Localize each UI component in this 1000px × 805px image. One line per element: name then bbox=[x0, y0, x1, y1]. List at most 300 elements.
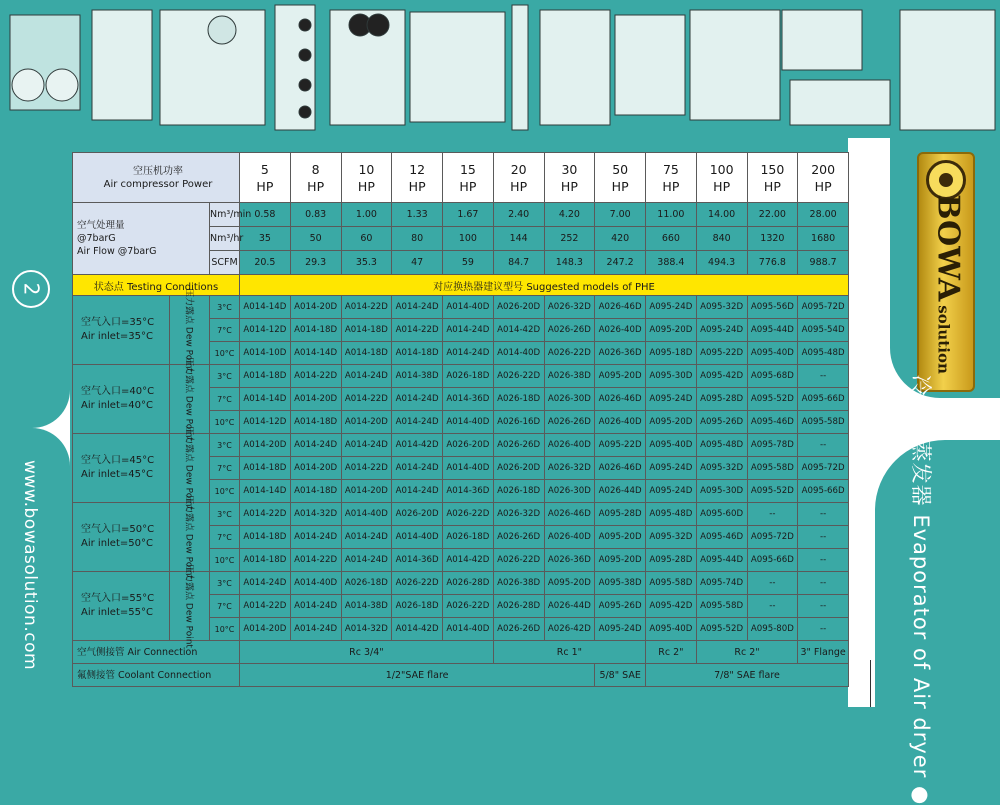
hp-unit: HP bbox=[713, 178, 731, 194]
phe-model-cell: A095-72D bbox=[798, 457, 849, 480]
phe-model-cell: A095-80D bbox=[747, 618, 798, 641]
phe-model-cell: A095-40D bbox=[646, 618, 697, 641]
phe-model-cell: A014-20D bbox=[240, 618, 291, 641]
airflow-value: 420 bbox=[595, 227, 646, 251]
power-header bbox=[73, 153, 240, 203]
coolant-connection-value: 1/2"SAE flare bbox=[240, 664, 595, 687]
phe-model-cell: A014-40D bbox=[443, 618, 494, 641]
phe-model-cell: A026-44D bbox=[544, 595, 595, 618]
phe-model-cell: A014-24D bbox=[392, 480, 443, 503]
divider-line bbox=[870, 660, 871, 707]
phe-model-cell: A014-40D bbox=[341, 503, 392, 526]
phe-model-cell: A095-54D bbox=[798, 319, 849, 342]
phe-model-cell: A026-46D bbox=[595, 388, 646, 411]
phe-model-cell: A095-28D bbox=[646, 549, 697, 572]
air-connection-value: Rc 1" bbox=[493, 641, 645, 664]
dew-point-value: 3°C bbox=[210, 434, 240, 457]
phe-model-cell: -- bbox=[798, 503, 849, 526]
website-url[interactable]: www.bowasolution.com bbox=[20, 459, 40, 671]
suggested-models-header: 对应换热器建议型号 Suggested models of PHE bbox=[240, 275, 849, 296]
logo-sub-text: solution bbox=[934, 305, 953, 374]
phe-model-cell: A014-22D bbox=[240, 595, 291, 618]
airflow-value: 0.83 bbox=[290, 203, 341, 227]
phe-model-cell: A026-18D bbox=[341, 572, 392, 595]
phe-model-cell: A095-48D bbox=[646, 503, 697, 526]
phe-model-cell: A026-44D bbox=[595, 480, 646, 503]
phe-model-cell: A095-20D bbox=[544, 572, 595, 595]
phe-model-cell: A014-20D bbox=[341, 480, 392, 503]
phe-model-cell: A095-24D bbox=[696, 319, 747, 342]
phe-model-cell: A014-40D bbox=[290, 572, 341, 595]
phe-model-cell: -- bbox=[747, 572, 798, 595]
phe-model-cell: A095-24D bbox=[646, 480, 697, 503]
air-inlet-cn: 空气入口=40°C bbox=[81, 386, 155, 397]
table-row bbox=[73, 664, 849, 687]
phe-model-cell: A026-32D bbox=[544, 457, 595, 480]
hp-header-cell bbox=[747, 153, 798, 203]
phe-model-cell: A014-20D bbox=[290, 388, 341, 411]
phe-model-cell: A026-28D bbox=[443, 572, 494, 595]
phe-model-cell: A026-20D bbox=[493, 296, 544, 319]
air-connection-value: Rc 2" bbox=[696, 641, 798, 664]
dew-point-label bbox=[170, 288, 210, 372]
phe-model-cell: A026-30D bbox=[544, 480, 595, 503]
phe-model-cell: A095-32D bbox=[646, 526, 697, 549]
airflow-value: 80 bbox=[392, 227, 443, 251]
phe-model-cell: A026-20D bbox=[493, 457, 544, 480]
right-teal-panel-bottom bbox=[875, 440, 1000, 707]
phe-model-cell: A095-52D bbox=[747, 480, 798, 503]
dew-point-value: 3°C bbox=[210, 572, 240, 595]
hp-value: 200 bbox=[811, 161, 836, 177]
phe-model-cell: A095-78D bbox=[747, 434, 798, 457]
phe-model-cell: A095-52D bbox=[747, 388, 798, 411]
phe-model-cell: A026-16D bbox=[493, 411, 544, 434]
phe-model-cell: A014-14D bbox=[290, 342, 341, 365]
phe-model-cell: -- bbox=[747, 595, 798, 618]
phe-model-cell: A014-22D bbox=[392, 319, 443, 342]
table-row bbox=[73, 153, 849, 203]
phe-model-cell: A014-18D bbox=[290, 411, 341, 434]
phe-model-cell: A095-42D bbox=[646, 595, 697, 618]
airflow-value: 59 bbox=[443, 251, 494, 275]
phe-model-cell: A026-22D bbox=[544, 342, 595, 365]
dew-point-text: 压力露点 Dew Point bbox=[183, 495, 193, 579]
phe-model-cell: A095-24D bbox=[595, 618, 646, 641]
phe-model-cell: -- bbox=[747, 503, 798, 526]
phe-model-cell: A026-40D bbox=[544, 526, 595, 549]
air-inlet-en: Air inlet=50°C bbox=[81, 538, 153, 549]
phe-model-cell: A014-12D bbox=[240, 319, 291, 342]
phe-selection-table-wrap bbox=[72, 152, 848, 687]
airflow-value: 1.33 bbox=[392, 203, 443, 227]
airflow-label-line: @7barG bbox=[77, 233, 116, 244]
dew-point-label bbox=[170, 426, 210, 510]
phe-model-cell: A026-18D bbox=[493, 480, 544, 503]
phe-model-cell: A014-18D bbox=[392, 342, 443, 365]
air-inlet-cn: 空气入口=55°C bbox=[81, 593, 155, 604]
logo-main-text: BOWA bbox=[930, 194, 966, 302]
phe-model-cell: A026-46D bbox=[544, 503, 595, 526]
phe-model-cell: A095-22D bbox=[696, 342, 747, 365]
phe-model-cell: A014-24D bbox=[240, 572, 291, 595]
dew-point-text: 压力露点 Dew Point bbox=[183, 426, 193, 510]
phe-model-cell: -- bbox=[798, 365, 849, 388]
hp-unit: HP bbox=[459, 178, 477, 194]
hp-value: 5 bbox=[260, 161, 269, 177]
hp-value: 50 bbox=[612, 161, 629, 177]
phe-model-cell: A026-42D bbox=[544, 618, 595, 641]
phe-model-cell: A095-42D bbox=[696, 365, 747, 388]
dew-point-label bbox=[170, 357, 210, 441]
phe-model-cell: A014-20D bbox=[290, 457, 341, 480]
hp-value: 20 bbox=[510, 161, 527, 177]
phe-model-cell: A026-22D bbox=[443, 595, 494, 618]
power-label-cn: 空压机功率 bbox=[133, 165, 183, 177]
phe-model-cell: A014-24D bbox=[290, 595, 341, 618]
phe-model-cell: A014-18D bbox=[240, 457, 291, 480]
phe-model-cell: A014-32D bbox=[341, 618, 392, 641]
phe-model-cell: A014-12D bbox=[240, 411, 291, 434]
phe-model-cell: A014-36D bbox=[443, 480, 494, 503]
air-connection-value: 3" Flange bbox=[798, 641, 849, 664]
phe-model-cell: A014-18D bbox=[341, 342, 392, 365]
phe-model-cell: A014-24D bbox=[290, 434, 341, 457]
phe-model-cell: A026-22D bbox=[443, 503, 494, 526]
phe-model-cell: A014-14D bbox=[240, 296, 291, 319]
phe-model-cell: A014-20D bbox=[240, 434, 291, 457]
table-row bbox=[73, 365, 849, 388]
hp-unit: HP bbox=[307, 178, 325, 194]
hp-header-cell bbox=[493, 153, 544, 203]
phe-model-cell: A026-26D bbox=[493, 434, 544, 457]
airflow-value: 1680 bbox=[798, 227, 849, 251]
airflow-value: 60 bbox=[341, 227, 392, 251]
airflow-value: 22.00 bbox=[747, 203, 798, 227]
phe-model-cell: A026-22D bbox=[493, 365, 544, 388]
phe-model-cell: A014-24D bbox=[443, 342, 494, 365]
hp-header-cell bbox=[595, 153, 646, 203]
table-row bbox=[73, 434, 849, 457]
phe-model-cell: A014-18D bbox=[240, 549, 291, 572]
air-inlet-cn: 空气入口=35°C bbox=[81, 317, 155, 328]
phe-model-cell: A095-56D bbox=[747, 296, 798, 319]
hp-header-cell bbox=[290, 153, 341, 203]
phe-model-cell: A014-38D bbox=[392, 365, 443, 388]
airflow-value: 14.00 bbox=[696, 203, 747, 227]
air-inlet-cn: 空气入口=50°C bbox=[81, 524, 155, 535]
airflow-label-line: Air Flow @7barG bbox=[77, 246, 157, 257]
air-connection-label: 空气侧接管 Air Connection bbox=[73, 641, 240, 664]
dew-point-text: 压力露点 Dew Point bbox=[183, 357, 193, 441]
hp-header-cell bbox=[240, 153, 291, 203]
phe-model-cell: A014-22D bbox=[341, 388, 392, 411]
phe-model-cell: A014-18D bbox=[240, 365, 291, 388]
airflow-value: 148.3 bbox=[544, 251, 595, 275]
phe-model-cell: A026-32D bbox=[493, 503, 544, 526]
phe-model-cell: A095-44D bbox=[747, 319, 798, 342]
phe-model-cell: A026-18D bbox=[392, 595, 443, 618]
phe-model-cell: A026-38D bbox=[493, 572, 544, 595]
top-illustration-strip bbox=[0, 0, 1000, 138]
table-row bbox=[73, 296, 849, 319]
phe-model-cell: A014-42D bbox=[392, 618, 443, 641]
hp-unit: HP bbox=[763, 178, 781, 194]
air-connection-value: Rc 2" bbox=[646, 641, 697, 664]
phe-model-cell: A095-48D bbox=[696, 434, 747, 457]
phe-model-cell: A014-42D bbox=[493, 319, 544, 342]
airflow-value: 1320 bbox=[747, 227, 798, 251]
air-inlet-en: Air inlet=45°C bbox=[81, 469, 153, 480]
airflow-value: 388.4 bbox=[646, 251, 697, 275]
phe-model-cell: A026-18D bbox=[443, 365, 494, 388]
phe-model-cell: A014-24D bbox=[341, 434, 392, 457]
hp-value: 15 bbox=[459, 161, 476, 177]
phe-model-cell: A014-14D bbox=[240, 388, 291, 411]
hp-value: 100 bbox=[709, 161, 734, 177]
air-inlet-en: Air inlet=40°C bbox=[81, 400, 153, 411]
hp-header-cell bbox=[544, 153, 595, 203]
phe-model-cell: A095-40D bbox=[646, 434, 697, 457]
phe-model-cell: A026-46D bbox=[595, 457, 646, 480]
airflow-value: 2.40 bbox=[493, 203, 544, 227]
airflow-value: 35 bbox=[240, 227, 291, 251]
phe-model-cell: A095-40D bbox=[747, 342, 798, 365]
phe-model-cell: A014-24D bbox=[392, 411, 443, 434]
phe-model-cell: A014-40D bbox=[443, 296, 494, 319]
air-inlet-en: Air inlet=55°C bbox=[81, 607, 153, 618]
airflow-value: 47 bbox=[392, 251, 443, 275]
hp-unit: HP bbox=[814, 178, 832, 194]
phe-model-cell: -- bbox=[798, 526, 849, 549]
hp-header-cell bbox=[646, 153, 697, 203]
hp-unit: HP bbox=[357, 178, 375, 194]
airflow-value: 11.00 bbox=[646, 203, 697, 227]
power-label-en: Air compressor Power bbox=[103, 178, 213, 190]
bowa-logo bbox=[917, 152, 975, 392]
phe-model-cell: A014-42D bbox=[392, 434, 443, 457]
air-inlet-en: Air inlet=35°C bbox=[81, 331, 153, 342]
dew-point-value: 7°C bbox=[210, 595, 240, 618]
dew-point-value: 10°C bbox=[210, 480, 240, 503]
phe-model-cell: A026-46D bbox=[595, 296, 646, 319]
phe-model-cell: A095-20D bbox=[595, 549, 646, 572]
phe-model-cell: A026-26D bbox=[544, 411, 595, 434]
coolant-connection-value: 5/8" SAE bbox=[595, 664, 646, 687]
hp-unit: HP bbox=[560, 178, 578, 194]
phe-model-cell: A026-32D bbox=[544, 296, 595, 319]
phe-model-cell: A026-18D bbox=[443, 526, 494, 549]
phe-model-cell: A014-24D bbox=[341, 526, 392, 549]
airflow-value: 988.7 bbox=[798, 251, 849, 275]
phe-model-cell: A095-26D bbox=[696, 411, 747, 434]
dew-point-label bbox=[170, 564, 210, 648]
phe-model-cell: A014-36D bbox=[443, 388, 494, 411]
phe-model-cell: A095-58D bbox=[798, 411, 849, 434]
air-inlet-condition bbox=[73, 572, 170, 641]
dew-point-value: 10°C bbox=[210, 342, 240, 365]
airflow-value: 144 bbox=[493, 227, 544, 251]
hp-value: 12 bbox=[409, 161, 426, 177]
phe-model-cell: -- bbox=[798, 434, 849, 457]
phe-model-cell: A014-14D bbox=[240, 480, 291, 503]
table-row bbox=[73, 503, 849, 526]
phe-model-cell: A014-24D bbox=[341, 365, 392, 388]
phe-model-cell: A026-28D bbox=[493, 595, 544, 618]
airflow-unit: SCFM bbox=[210, 251, 240, 275]
phe-model-cell: A095-58D bbox=[747, 457, 798, 480]
airflow-value: 776.8 bbox=[747, 251, 798, 275]
hp-unit: HP bbox=[256, 178, 274, 194]
dew-point-value: 3°C bbox=[210, 365, 240, 388]
hp-unit: HP bbox=[662, 178, 680, 194]
airflow-label-line: 空气处理量 bbox=[77, 220, 125, 231]
hp-unit: HP bbox=[611, 178, 629, 194]
phe-model-cell: A014-22D bbox=[290, 365, 341, 388]
dew-point-value: 10°C bbox=[210, 618, 240, 641]
phe-model-cell: A095-66D bbox=[798, 388, 849, 411]
phe-model-cell: A095-26D bbox=[595, 595, 646, 618]
dew-point-value: 7°C bbox=[210, 457, 240, 480]
hp-value: 75 bbox=[662, 161, 679, 177]
phe-model-cell: A095-20D bbox=[595, 365, 646, 388]
phe-model-cell: A095-20D bbox=[646, 319, 697, 342]
phe-model-cell: A095-66D bbox=[747, 549, 798, 572]
phe-model-cell: A026-20D bbox=[392, 503, 443, 526]
page-number-badge bbox=[12, 270, 50, 308]
phe-model-cell: A014-22D bbox=[341, 457, 392, 480]
dew-point-value: 3°C bbox=[210, 296, 240, 319]
phe-model-cell: A026-22D bbox=[493, 549, 544, 572]
dew-point-text: 压力露点 Dew Point bbox=[183, 564, 193, 648]
phe-model-cell: A014-40D bbox=[493, 342, 544, 365]
hp-header-cell bbox=[443, 153, 494, 203]
air-inlet-cn: 空气入口=45°C bbox=[81, 455, 155, 466]
dew-point-text: 压力露点 Dew Point bbox=[183, 288, 193, 372]
phe-model-cell: -- bbox=[798, 572, 849, 595]
phe-model-cell: A014-24D bbox=[290, 618, 341, 641]
phe-model-cell: A026-26D bbox=[544, 319, 595, 342]
side-title: 冷干机蒸发器 Evaporator of Air dryer ● bbox=[909, 374, 933, 805]
dew-point-value: 7°C bbox=[210, 388, 240, 411]
phe-model-cell: A095-74D bbox=[696, 572, 747, 595]
phe-model-cell: A026-18D bbox=[493, 388, 544, 411]
phe-model-cell: A026-22D bbox=[392, 572, 443, 595]
side-title-cn: 冷干机蒸发器 bbox=[909, 374, 933, 507]
phe-model-cell: A095-46D bbox=[696, 526, 747, 549]
phe-model-cell: A026-30D bbox=[544, 388, 595, 411]
air-inlet-condition bbox=[73, 503, 170, 572]
phe-model-cell: A095-18D bbox=[646, 342, 697, 365]
phe-model-cell: A026-36D bbox=[595, 342, 646, 365]
airflow-value: 50 bbox=[290, 227, 341, 251]
phe-model-cell: -- bbox=[798, 595, 849, 618]
hp-header-cell bbox=[696, 153, 747, 203]
phe-model-cell: A014-20D bbox=[341, 411, 392, 434]
phe-model-cell: A014-40D bbox=[443, 457, 494, 480]
equipment-drawings bbox=[0, 0, 1000, 138]
page-number: 2 bbox=[18, 282, 43, 296]
phe-model-cell: A095-72D bbox=[747, 526, 798, 549]
phe-model-cell: A095-24D bbox=[646, 457, 697, 480]
phe-model-cell: A095-52D bbox=[696, 618, 747, 641]
phe-model-cell: A095-22D bbox=[595, 434, 646, 457]
phe-model-cell: A095-48D bbox=[798, 342, 849, 365]
airflow-value: 494.3 bbox=[696, 251, 747, 275]
air-inlet-condition bbox=[73, 434, 170, 503]
phe-model-cell: A095-30D bbox=[646, 365, 697, 388]
phe-model-cell: A014-40D bbox=[443, 411, 494, 434]
hp-value: 8 bbox=[311, 161, 320, 177]
airflow-unit: Nm³/min bbox=[210, 203, 240, 227]
phe-model-cell: A095-46D bbox=[747, 411, 798, 434]
phe-model-cell: A095-20D bbox=[595, 526, 646, 549]
air-connection-value: Rc 3/4" bbox=[240, 641, 494, 664]
hp-unit: HP bbox=[408, 178, 426, 194]
airflow-value: 247.2 bbox=[595, 251, 646, 275]
testing-conditions-header: 状态点 Testing Conditions bbox=[73, 275, 240, 296]
airflow-value: 84.7 bbox=[493, 251, 544, 275]
phe-model-cell: A014-32D bbox=[290, 503, 341, 526]
phe-model-cell: A014-24D bbox=[443, 319, 494, 342]
phe-model-cell: A095-44D bbox=[696, 549, 747, 572]
phe-model-cell: A095-68D bbox=[747, 365, 798, 388]
hp-value: 30 bbox=[561, 161, 578, 177]
phe-model-cell: A095-72D bbox=[798, 296, 849, 319]
phe-model-cell: A014-24D bbox=[392, 457, 443, 480]
airflow-label bbox=[73, 203, 210, 275]
dew-point-label bbox=[170, 495, 210, 579]
airflow-value: 28.00 bbox=[798, 203, 849, 227]
airflow-value: 1.67 bbox=[443, 203, 494, 227]
phe-model-cell: -- bbox=[798, 549, 849, 572]
phe-model-cell: A095-24D bbox=[646, 388, 697, 411]
side-title-en: Evaporator of Air dryer bbox=[909, 514, 933, 779]
dew-point-value: 7°C bbox=[210, 319, 240, 342]
phe-model-cell: A014-40D bbox=[392, 526, 443, 549]
airflow-unit: Nm³/hr bbox=[210, 227, 240, 251]
airflow-value: 0.58 bbox=[240, 203, 291, 227]
coolant-connection-label: 氟侧接管 Coolant Connection bbox=[73, 664, 240, 687]
airflow-value: 840 bbox=[696, 227, 747, 251]
phe-model-cell: A095-24D bbox=[646, 296, 697, 319]
airflow-value: 35.3 bbox=[341, 251, 392, 275]
phe-model-cell: A014-36D bbox=[392, 549, 443, 572]
phe-model-cell: A014-38D bbox=[341, 595, 392, 618]
phe-model-cell: A095-58D bbox=[696, 595, 747, 618]
phe-model-cell: -- bbox=[798, 618, 849, 641]
airflow-value: 29.3 bbox=[290, 251, 341, 275]
phe-model-cell: A026-26D bbox=[493, 618, 544, 641]
phe-model-cell: A095-66D bbox=[798, 480, 849, 503]
table-row bbox=[73, 203, 849, 227]
phe-model-cell: A014-22D bbox=[290, 549, 341, 572]
air-inlet-condition bbox=[73, 365, 170, 434]
dew-point-value: 3°C bbox=[210, 503, 240, 526]
airflow-value: 7.00 bbox=[595, 203, 646, 227]
phe-model-cell: A014-22D bbox=[240, 503, 291, 526]
phe-model-cell: A014-18D bbox=[341, 319, 392, 342]
hp-header-cell bbox=[798, 153, 849, 203]
coolant-connection-value: 7/8" SAE flare bbox=[646, 664, 849, 687]
hp-header-cell bbox=[392, 153, 443, 203]
hp-value: 10 bbox=[358, 161, 375, 177]
phe-model-cell: A026-20D bbox=[443, 434, 494, 457]
hp-value: 150 bbox=[760, 161, 785, 177]
airflow-value: 660 bbox=[646, 227, 697, 251]
phe-model-cell: A026-38D bbox=[544, 365, 595, 388]
phe-model-cell: A026-40D bbox=[595, 411, 646, 434]
